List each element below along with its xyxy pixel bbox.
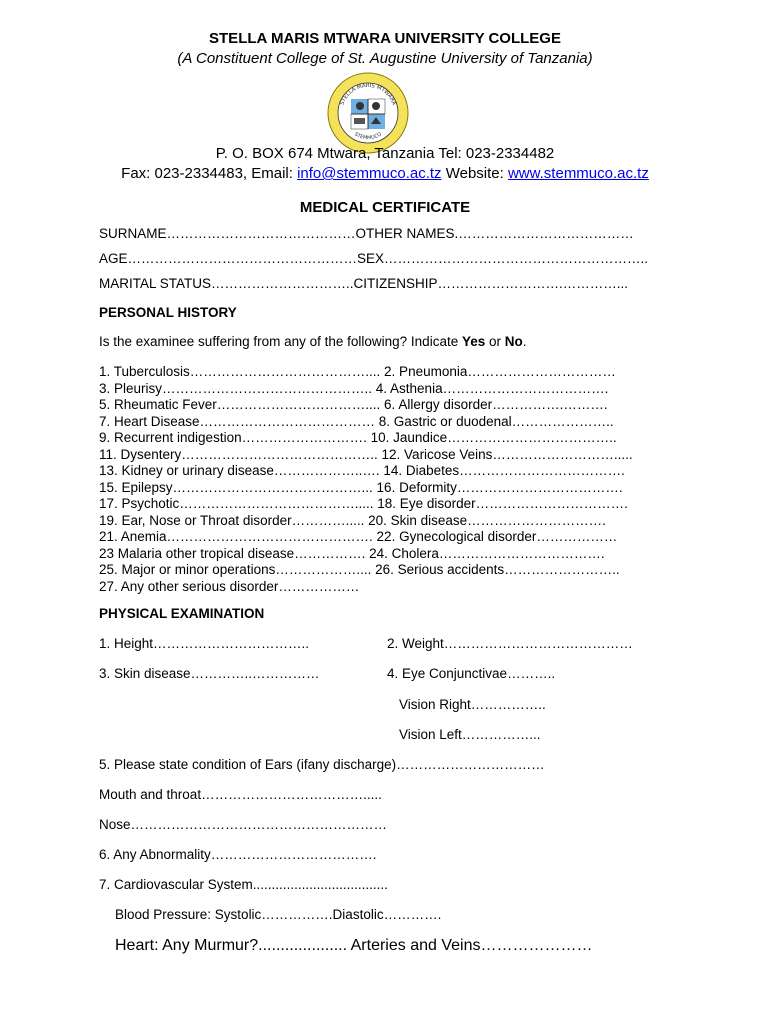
- ears-field[interactable]: 5. Please state condition of Ears (ifany discharge)……………………………: [99, 757, 545, 772]
- history-item[interactable]: 11. Dysentery…………………………………….. 12. Varicose Veins……………………….....: [99, 446, 633, 462]
- college-subtitle: (A Constituent College of St. Augustine University of Tanzania): [177, 50, 593, 67]
- email-link[interactable]: info@stemmuco.ac.tz: [297, 165, 442, 182]
- age-field[interactable]: AGE……………………………………………SEX…………………………………………………..: [99, 251, 649, 266]
- personal-history-heading: PERSONAL HISTORY: [99, 305, 237, 320]
- postal-address: P. O. BOX 674 Mtwara, Tanzania Tel: 023-2334482: [215, 145, 555, 162]
- height-field[interactable]: 1. Height……………………………..: [99, 636, 310, 651]
- or-text: or: [485, 334, 505, 349]
- surname-field[interactable]: SURNAME……………………………………OTHER NAMES.…………………………………: [99, 226, 634, 241]
- contact-line: [0, 165, 770, 182]
- question-text: Is the examinee suffering from any of the following? Indicate: [99, 334, 462, 349]
- history-item[interactable]: 25. Major or minor operations……………….... 26. Serious accidents……………………..: [99, 562, 620, 577]
- nose-field[interactable]: Nose…………………………………………………: [99, 817, 388, 832]
- vision-right-field[interactable]: Vision Right……………..: [399, 697, 546, 712]
- no-label: No: [504, 334, 523, 349]
- history-item[interactable]: 3. Pleurisy……………………………………….. 4. Asthenia……………………………….: [99, 380, 609, 396]
- history-item[interactable]: 5. Rheumatic Fever…………………………….... 6. Allergy disorder…………….……….: [99, 397, 608, 412]
- logo-text-bottom: STEMMUCO: [353, 131, 383, 142]
- marital-status-field[interactable]: MARITAL STATUS…………………………..CITIZENSHIP……………………….…………...: [99, 276, 629, 291]
- eye-conjunctivae-field[interactable]: 4. Eye Conjunctivae………..: [387, 666, 556, 681]
- website-link[interactable]: www.stemmuco.ac.tz: [507, 165, 649, 182]
- history-item[interactable]: 21. Anemia………………………………………. 22. Gynecological disorder………………: [99, 529, 618, 544]
- abnormality-field[interactable]: 6. Any Abnormality……………………………….: [99, 847, 377, 862]
- yes-label: Yes: [461, 334, 486, 349]
- cardiovascular-field[interactable]: 7. Cardiovascular System....................................: [99, 877, 388, 892]
- logo-text-top: STELLA MARIS MTWARA: [339, 82, 397, 107]
- question-period: .: [522, 334, 527, 349]
- history-item[interactable]: 7. Heart Disease………………………………… 8. Gastric or duodenal…………………..: [99, 413, 614, 429]
- history-item[interactable]: 15. Epilepsy……………………………………... 16. Deformity……………………………….: [99, 479, 623, 495]
- history-item[interactable]: 1. Tuberculosis………………………………….... 2. Pneumonia……………………………: [99, 364, 616, 379]
- history-item[interactable]: 23 Malaria other tropical disease……………. 24. Cholera……………………………….: [99, 545, 605, 561]
- weight-field[interactable]: 2. Weight……………………………………: [387, 636, 633, 651]
- history-item[interactable]: 27. Any other serious disorder………………: [99, 578, 360, 594]
- history-item[interactable]: 19. Ear, Nose or Throat disorder…………..... 20. Skin disease………………………….: [99, 512, 606, 528]
- history-item[interactable]: 13. Kidney or urinary disease………………..…. 14. Diabetes……………………………….: [99, 463, 625, 478]
- heart-murmur-field[interactable]: Heart: Any Murmur?.................... Arteries and Veins…………………: [115, 937, 593, 954]
- certificate-title: MEDICAL CERTIFICATE: [299, 199, 471, 216]
- college-title: STELLA MARIS MTWARA UNIVERSITY COLLEGE: [209, 30, 561, 47]
- fax-email-label: Fax: 023-2334483, Email:: [121, 165, 298, 182]
- history-item[interactable]: 9. Recurrent indigestion………………………. 10. Jaundice………………………………..: [99, 430, 617, 445]
- college-logo: [327, 72, 409, 154]
- vision-left-field[interactable]: Vision Left……………...: [399, 727, 541, 742]
- physical-exam-heading: PHYSICAL EXAMINATION: [99, 606, 265, 621]
- website-label: Website:: [441, 165, 508, 182]
- mouth-throat-field[interactable]: Mouth and throat……………………………….....: [99, 787, 382, 802]
- blood-pressure-field[interactable]: Blood Pressure: Systolic…………….Diastolic………….: [115, 907, 442, 922]
- skin-disease-field[interactable]: 3. Skin disease…………..……………: [99, 666, 320, 681]
- history-item[interactable]: 17. Psychotic…………………………………..... 18. Eye disorder…………………………….: [99, 496, 628, 511]
- history-question: [99, 334, 527, 349]
